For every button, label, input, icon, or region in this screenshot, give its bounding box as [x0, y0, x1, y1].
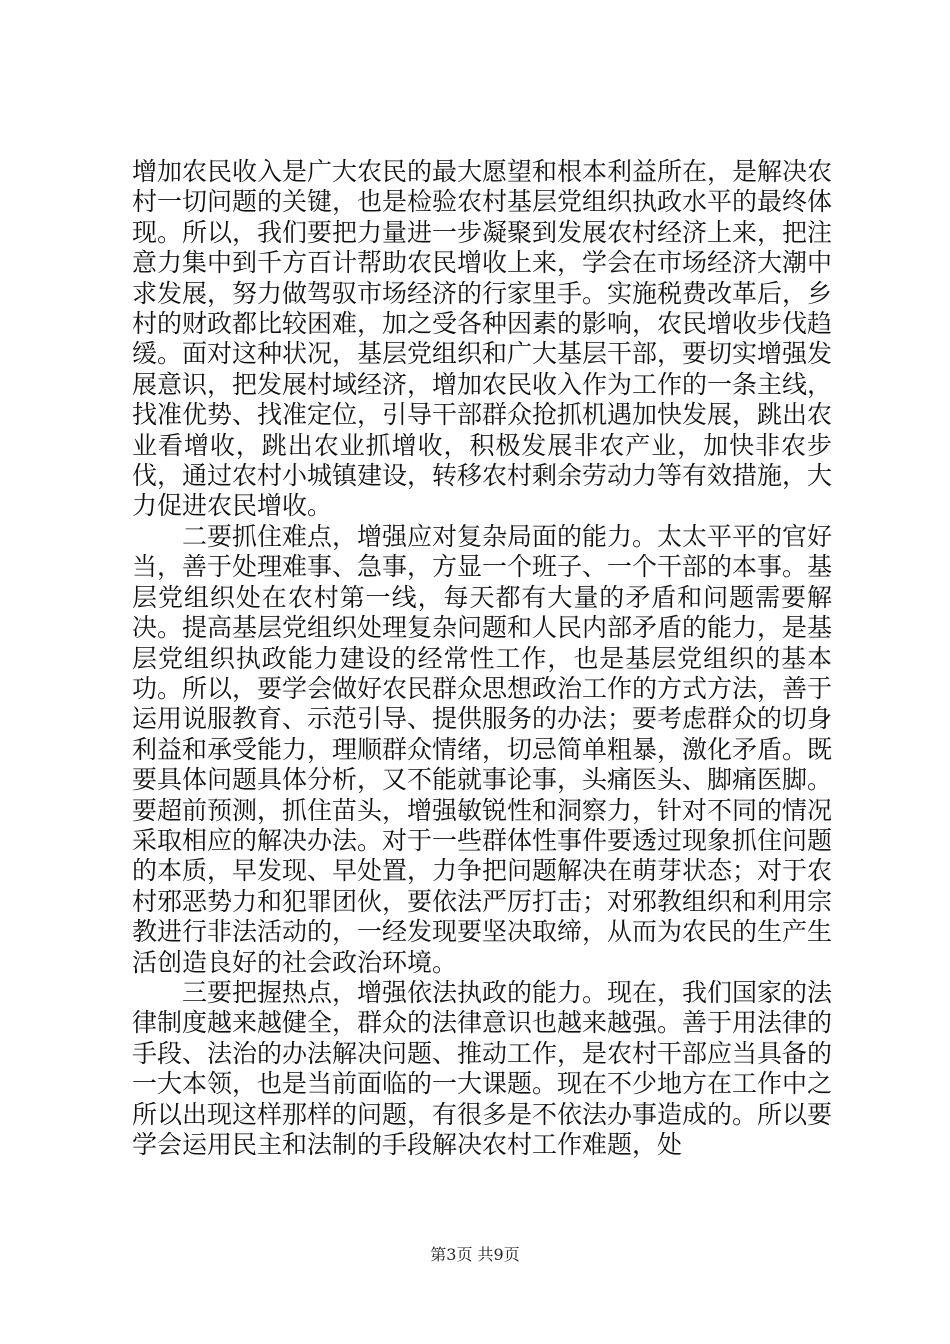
paragraph-income: 增加农民收入是广大农民的最大愿望和根本利益所在，是解决农村一切问题的关键，也是检验农村基层党组织执政水平的最终体现。所以，我们要把力量进一步凝聚到发展农村经济上来，把注意力集中到千方百计帮助农民增收上来，学会在市场经济大潮中求发展，努力做驾驭市场经济的行家里手。实施税费改革后，乡村的财政都比较困难，加之受各种因素的影响，农民增收步伐趋缓。面对这种状况，基层党组织和广大基层干部，要切实增强发展意识，把发展村域经济，增加农民收入作为工作的一条主线，找准优势、找准定位，引导干部群众抢抓机遇加快发展，跳出农业看增收，跳出农业抓增收，积极发展非农产业，加快非农步伐，通过农村小城镇建设，转移农村剩余劳动力等有效措施，大力促进农民增收。 — [132, 157, 833, 521]
paragraph-difficulties: 二要抓住难点，增强应对复杂局面的能力。太太平平的官好当，善于处理难事、急事，方显一个班子、一个干部的本事。基层党组织处在农村第一线，每天都有大量的矛盾和问题需要解决。提高基层党组织处理复杂问题和人民内部矛盾的能力，是基层党组织执政能力建设的经常性工作，也是基层党组织的基本功。所以，要学会做好农民群众思想政治工作的方式方法，善于运用说服教育、示范引导、提供服务的办法；要考虑群众的切身利益和承受能力，理顺群众情绪，切忌简单粗暴，激化矛盾。既要具体问题具体分析，又不能就事论事，头痛医头、脚痛医脚。要超前预测，抓住苗头，增强敏锐性和洞察力，针对不同的情况采取相应的解决办法。对于一些群体性事件要透过现象抓住问题的本质，早发现、早处置，力争把问题解决在萌芽状态；对于农村邪恶势力和犯罪团伙，要依法严厉打击；对邪教组织和利用宗教进行非法活动的，一经发现要坚决取缔，从而为农民的生产生活创造良好的社会政治环境。 — [132, 521, 833, 977]
document-body — [132, 157, 832, 1160]
page-number-footer: 第3页 共9页 — [430, 1245, 520, 1264]
paragraph-rule-of-law: 三要把握热点，增强依法执政的能力。现在，我们国家的法律制度越来越健全，群众的法律意识也越来越强。善于用法律的手段、法治的办法解决问题、推动工作，是农村干部应当具备的一大本领，也是当前面临的一大课题。现在不少地方在工作中之所以出现这样那样的问题，有很多是不依法办事造成的。所以要学会运用民主和法制的手段解决农村工作难题，处 — [132, 977, 833, 1159]
